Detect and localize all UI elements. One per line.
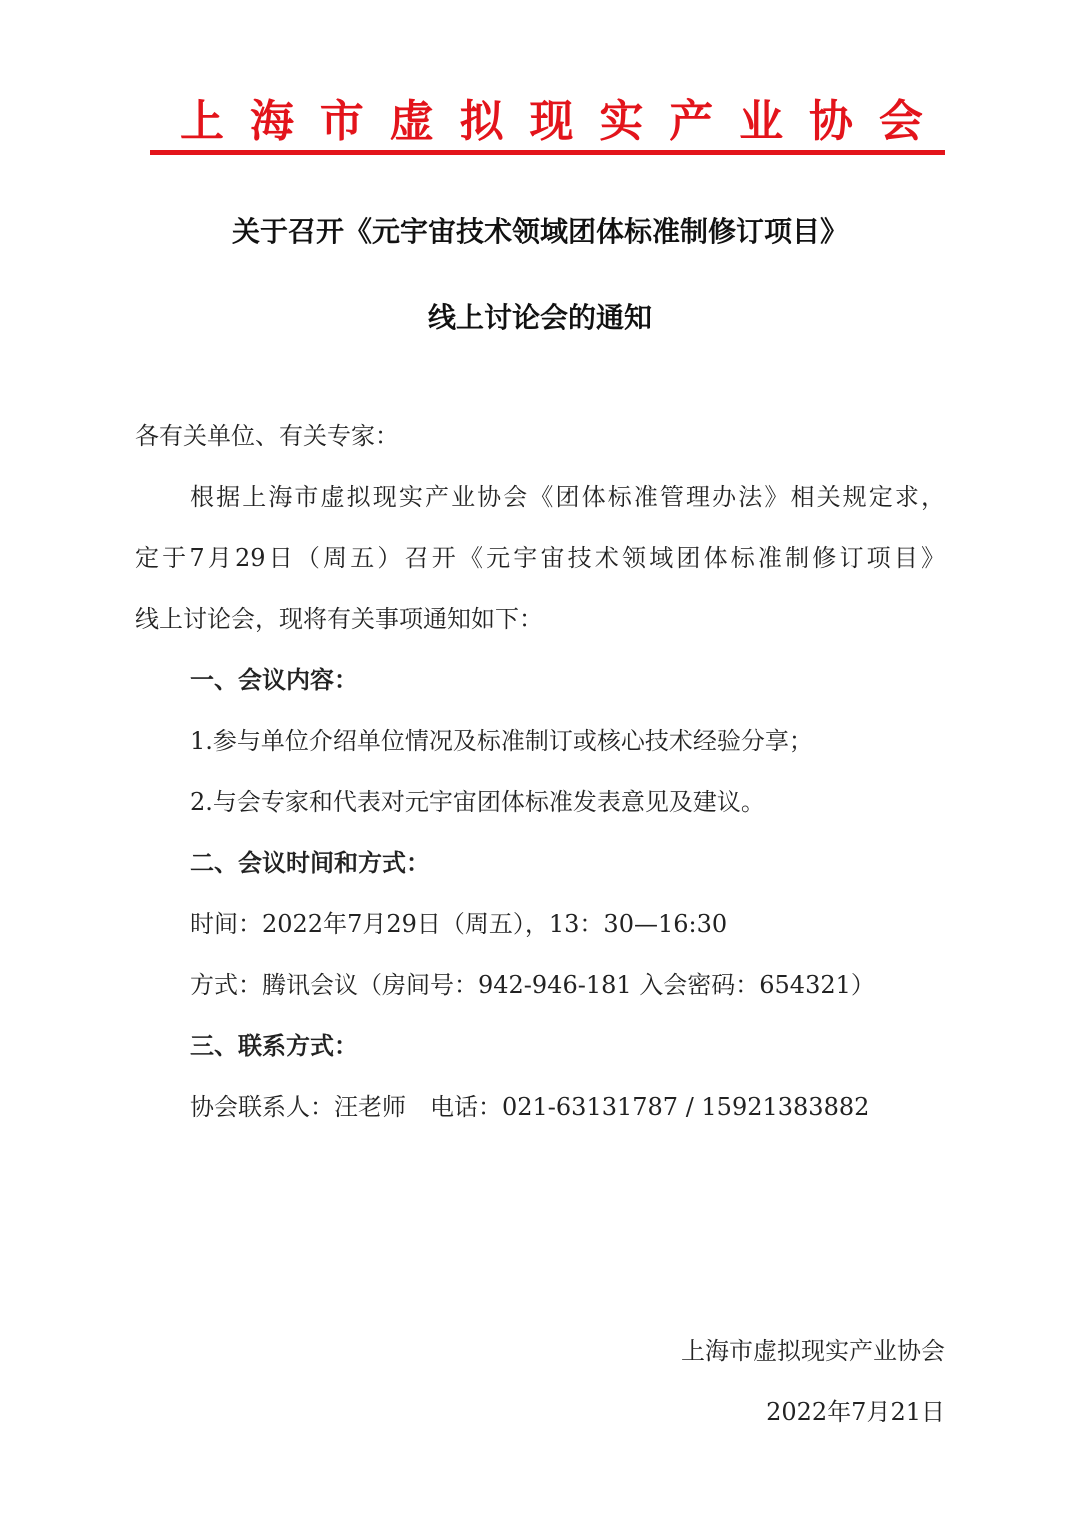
letterhead-char: 拟 [459, 96, 504, 147]
letterhead-char: 上 [180, 96, 224, 147]
signature-organization: 上海市虚拟现实产业协会 [681, 1337, 945, 1365]
letterhead-char: 业 [739, 96, 784, 147]
section-heading-contact: 三、联系方式： [190, 1032, 358, 1060]
intro-paragraph-line-1: 根据上海市虚拟现实产业协会《团体标准管理办法》相关规定求， [190, 483, 945, 511]
notice-title-line-2: 线上讨论会的通知 [427, 301, 652, 334]
intro-paragraph-line-3: 线上讨论会，现将有关事项通知如下： [135, 605, 543, 633]
signature-date: 2022年7月21日 [766, 1398, 945, 1426]
organization-letterhead [150, 92, 945, 152]
letterhead-char: 产 [669, 96, 714, 147]
letterhead-char: 会 [878, 96, 923, 147]
intro-paragraph-line-2: 定于7月29日（周五）召开《元宇宙技术领域团体标准制修订项目》 [135, 544, 945, 572]
section-heading-content: 一、会议内容： [190, 666, 358, 694]
meeting-time: 时间：2022年7月29日（周五），13：30—16:30 [190, 910, 728, 938]
salutation: 各有关单位、有关专家： [135, 422, 399, 450]
agenda-item-2: 2.与会专家和代表对元宇宙团体标准发表意见及建议。 [190, 788, 765, 816]
contact-info: 协会联系人：汪老师 电话：021-63131787 / 15921383882 [190, 1093, 870, 1121]
letterhead-char: 海 [249, 96, 294, 147]
letterhead-char: 实 [599, 96, 644, 147]
agenda-item-1: 1.参与单位介绍单位情况及标准制订或核心技术经验分享； [190, 727, 813, 755]
meeting-method: 方式：腾讯会议（房间号：942-946-181 入会密码：654321） [190, 971, 875, 999]
section-heading-time-method: 二、会议时间和方式： [190, 849, 430, 877]
letterhead-char: 协 [809, 96, 854, 147]
letterhead-char: 虚 [389, 96, 434, 147]
letterhead-char: 现 [529, 96, 574, 147]
letterhead-divider [150, 150, 945, 155]
notice-title-line-1: 关于召开《元宇宙技术领域团体标准制修订项目》 [231, 215, 848, 248]
letterhead-char: 市 [319, 96, 364, 147]
